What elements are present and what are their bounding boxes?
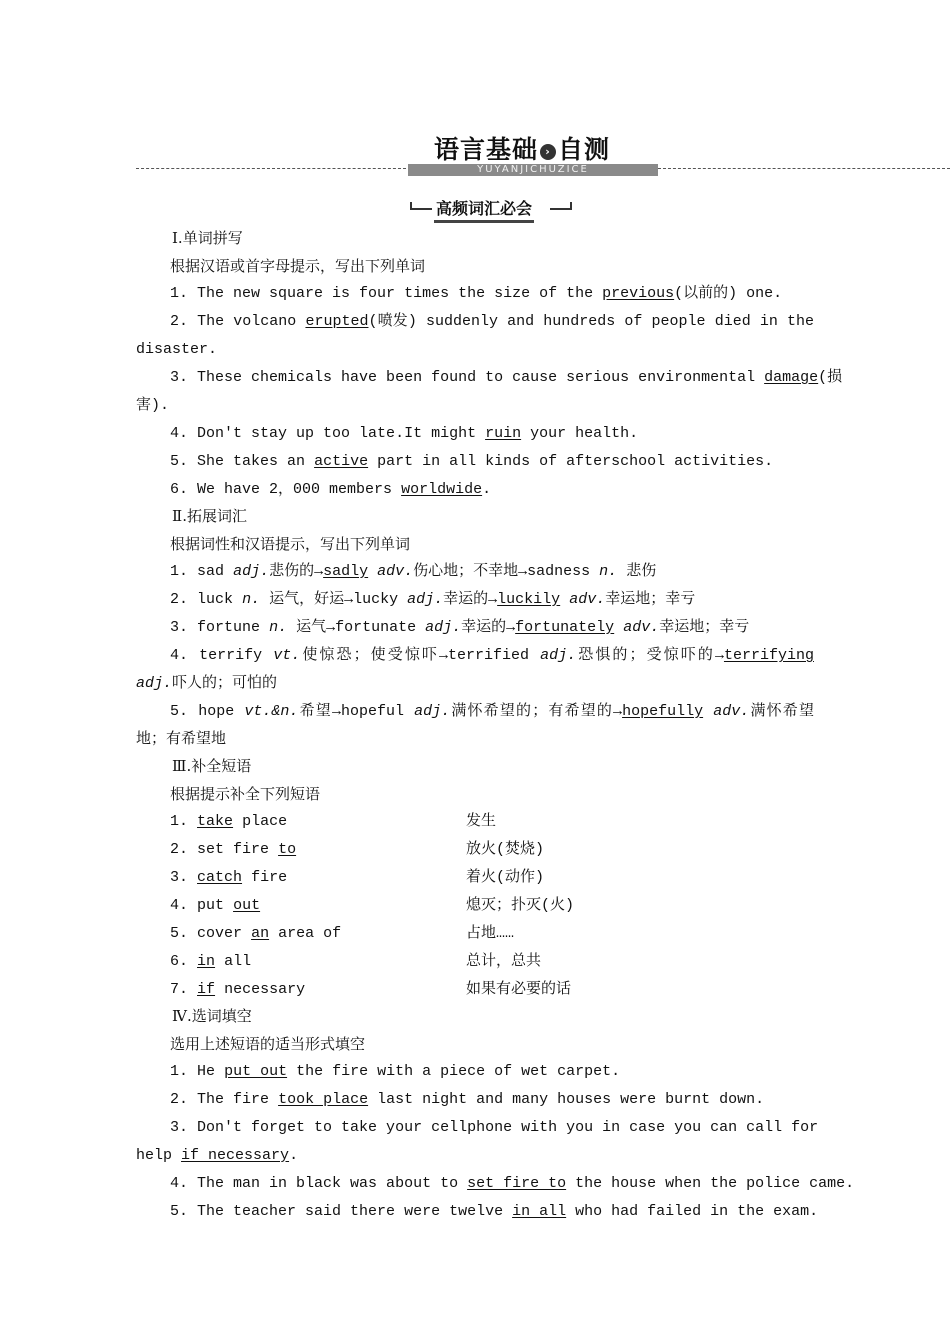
item-number: 6. — [170, 481, 189, 498]
answer: put out — [224, 1063, 288, 1080]
item-text: 希望→hopeful — [298, 703, 404, 720]
item-text: . — [482, 481, 492, 498]
item-text: (损 — [818, 369, 843, 386]
part1-item-6 — [170, 480, 491, 500]
phrase-row-2 — [170, 840, 296, 860]
part2-heading: Ⅱ.拓展词汇 — [172, 507, 247, 525]
part4-item-1 — [170, 1062, 620, 1082]
item-text: 满怀希望的；有希望的→ — [450, 703, 623, 720]
item-text: luck — [197, 591, 234, 608]
part1-instruction: 根据汉语或首字母提示，写出下列单词 — [170, 257, 426, 275]
page-header — [136, 128, 816, 178]
part1-item-2-cont: disaster. — [136, 341, 218, 358]
phrase-text: area of — [278, 925, 342, 942]
item-text: She takes an — [197, 453, 306, 470]
item-text: 使惊恐；使受惊吓→terrified — [300, 647, 530, 664]
part2-item-1 — [170, 562, 656, 582]
header-rule-right — [658, 168, 950, 169]
item-number: 1. — [170, 813, 189, 830]
answer: out — [233, 897, 261, 914]
pos-tag: adv. — [569, 591, 606, 608]
part1-item-1 — [170, 284, 782, 304]
answer: if necessary — [181, 1147, 290, 1164]
phrase-row-7 — [170, 980, 305, 1000]
answer: terrifying — [723, 647, 814, 664]
answer: took place — [278, 1091, 369, 1108]
answer: in all — [512, 1203, 567, 1220]
phrase-text: cover — [197, 925, 243, 942]
item-text: 悲伤 — [626, 563, 657, 580]
pos-tag: adj. — [425, 619, 462, 636]
phrase-meaning-4: 熄灭；扑灭(火) — [466, 897, 575, 914]
item-number: 5. — [170, 703, 189, 720]
item-text: 幸运地；幸亏 — [659, 619, 750, 636]
phrase-row-5 — [170, 924, 341, 944]
item-number: 5. — [170, 453, 189, 470]
part2-instruction: 根据词性和汉语提示，写出下列单词 — [170, 535, 411, 553]
part4-heading: Ⅳ.选词填空 — [172, 1007, 252, 1025]
answer: active — [314, 453, 369, 470]
item-text: who had failed in the exam. — [575, 1203, 819, 1220]
item-text: sad — [197, 563, 225, 580]
item-text: 幸运的→ — [461, 619, 516, 636]
part2-item-4-cont — [136, 674, 277, 694]
part1-item-3-cont: 害). — [136, 397, 170, 414]
answer: an — [251, 925, 270, 942]
pos-tag: n. — [242, 591, 261, 608]
item-text: the fire with a piece of wet carpet. — [296, 1063, 621, 1080]
phrase-meaning-6: 总计，总共 — [466, 953, 542, 970]
item-number: 2. — [170, 313, 189, 330]
answer: if — [197, 981, 216, 998]
pos-tag: adj. — [136, 675, 173, 692]
item-text: He — [197, 1063, 216, 1080]
answer: sadly — [323, 563, 369, 580]
header-title — [434, 130, 610, 166]
part2-item-3 — [170, 618, 749, 638]
item-number: 2. — [170, 841, 189, 858]
item-text: . — [289, 1147, 299, 1164]
arrow-circle-icon: › — [540, 144, 556, 160]
item-text: The volcano — [197, 313, 297, 330]
section-tick-right — [570, 202, 572, 210]
phrase-text: set fire — [197, 841, 270, 858]
item-text: 幸运的→ — [443, 591, 498, 608]
pos-tag: adj. — [540, 647, 577, 664]
item-number: 5. — [170, 1203, 189, 1220]
section-bar-left — [410, 208, 432, 210]
pos-tag: n. — [599, 563, 618, 580]
item-text: last night and many houses were burnt down. — [377, 1091, 765, 1108]
item-number: 2. — [170, 1091, 189, 1108]
part4-instruction: 选用上述短语的适当形式填空 — [170, 1035, 366, 1053]
item-text: help — [136, 1147, 173, 1164]
item-number: 6. — [170, 953, 189, 970]
item-text: 满怀希望 — [749, 703, 814, 720]
part1-heading: Ⅰ.单词拼写 — [172, 229, 243, 247]
item-text: (喷发) suddenly and hundreds of people died in the — [368, 313, 814, 330]
phrase-text: necessary — [224, 981, 306, 998]
part2-item-5-cont: 地；有希望地 — [136, 731, 227, 748]
item-text: the house when the police came. — [575, 1175, 855, 1192]
item-number: 4. — [170, 425, 189, 442]
phrase-row-6 — [170, 952, 251, 972]
phrase-text: put — [197, 897, 225, 914]
header-title-main: 语言基础 — [434, 135, 539, 164]
item-number: 3. — [170, 369, 189, 386]
pos-tag: adv. — [377, 563, 414, 580]
section-label — [410, 196, 572, 220]
item-text: The new square is four times the size of the — [197, 285, 594, 302]
answer: fortunately — [515, 619, 615, 636]
phrase-text: all — [224, 953, 252, 970]
section-bar-right — [550, 208, 572, 210]
header-title-tail: 自测 — [558, 135, 611, 164]
pos-tag: adj. — [233, 563, 270, 580]
answer: hopefully — [622, 703, 704, 720]
item-text: The teacher said there were twelve — [197, 1203, 504, 1220]
answer: catch — [197, 869, 243, 886]
part1-item-4 — [170, 424, 638, 444]
phrase-row-3 — [170, 868, 287, 888]
phrase-row-4 — [170, 896, 260, 916]
item-number: 1. — [170, 1063, 189, 1080]
answer: take — [197, 813, 234, 830]
item-text: hope — [198, 703, 235, 720]
item-number: 4. — [170, 1175, 189, 1192]
item-text: 运气→fortunate — [296, 619, 417, 636]
pos-tag: adj. — [414, 703, 451, 720]
item-text: 幸运地；幸亏 — [605, 591, 696, 608]
phrase-meaning-1: 发生 — [466, 813, 497, 830]
item-text: The man in black was about to — [197, 1175, 459, 1192]
answer: damage — [764, 369, 819, 386]
part2-item-4 — [170, 646, 814, 666]
item-number: 3. — [170, 619, 189, 636]
phrase-row-1 — [170, 812, 287, 832]
pos-tag: adj. — [407, 591, 444, 608]
part4-item-4 — [170, 1174, 854, 1194]
item-number: 5. — [170, 925, 189, 942]
pos-tag: adv. — [623, 619, 660, 636]
phrase-meaning-5: 占地…… — [466, 925, 515, 942]
answer: luckily — [497, 591, 561, 608]
pos-tag: n. — [269, 619, 288, 636]
item-text: 悲伤的→ — [269, 563, 324, 580]
pos-tag: adv. — [713, 703, 750, 720]
item-number: 4. — [170, 647, 189, 664]
part1-item-3 — [170, 368, 843, 388]
item-number: 3. — [170, 1119, 189, 1136]
part4-item-5 — [170, 1202, 818, 1222]
answer: to — [278, 841, 297, 858]
phrase-meaning-3: 着火(动作) — [466, 869, 545, 886]
pos-tag: vt. — [273, 647, 301, 664]
pos-tag: vt.&n. — [244, 703, 299, 720]
answer: in — [197, 953, 216, 970]
item-text: part in all kinds of afterschool activities. — [377, 453, 774, 470]
item-text: 运气，好运→lucky — [269, 591, 399, 608]
answer: ruin — [485, 425, 522, 442]
item-number: 7. — [170, 981, 189, 998]
item-text: terrify — [199, 647, 263, 664]
item-text: These chemicals have been found to cause serious environmental — [197, 369, 756, 386]
part2-item-2 — [170, 590, 695, 610]
answer: worldwide — [401, 481, 483, 498]
answer: erupted — [305, 313, 369, 330]
item-number: 1. — [170, 285, 189, 302]
part1-item-5 — [170, 452, 773, 472]
header-rule-left — [136, 168, 406, 169]
phrase-meaning-7: 如果有必要的话 — [466, 981, 572, 998]
answer: set fire to — [467, 1175, 567, 1192]
part3-instruction: 根据提示补全下列短语 — [170, 785, 321, 803]
item-text: 伤心地；不幸地→sadness — [413, 563, 591, 580]
item-text: 吓人的；可怕的 — [172, 675, 278, 692]
answer: previous — [602, 285, 675, 302]
item-text: Don't stay up too late.It might — [197, 425, 477, 442]
part4-item-3-cont — [136, 1146, 298, 1166]
part4-item-2 — [170, 1090, 764, 1110]
item-text: We have 2，000 members — [197, 481, 393, 498]
item-number: 1. — [170, 563, 189, 580]
part2-item-5 — [170, 702, 814, 722]
item-text: (以前的) one. — [674, 285, 783, 302]
part3-heading: Ⅲ.补全短语 — [172, 757, 252, 775]
item-number: 2. — [170, 591, 189, 608]
item-text: Don't forget to take your cellphone with you in case you can call for — [197, 1119, 819, 1136]
section-title: 高频词汇必会 — [436, 196, 532, 219]
item-text: fortune — [197, 619, 261, 636]
phrase-meaning-2: 放火(焚烧) — [466, 841, 545, 858]
phrase-text: fire — [251, 869, 288, 886]
header-subtitle: YUYANJICHUZICE — [408, 164, 658, 176]
part4-item-3 — [170, 1118, 819, 1138]
item-text: 恐惧的；受惊吓的→ — [576, 647, 724, 664]
part1-item-2 — [170, 312, 814, 332]
item-text: The fire — [197, 1091, 270, 1108]
item-number: 3. — [170, 869, 189, 886]
item-number: 4. — [170, 897, 189, 914]
phrase-text: place — [242, 813, 288, 830]
item-text: your health. — [530, 425, 639, 442]
